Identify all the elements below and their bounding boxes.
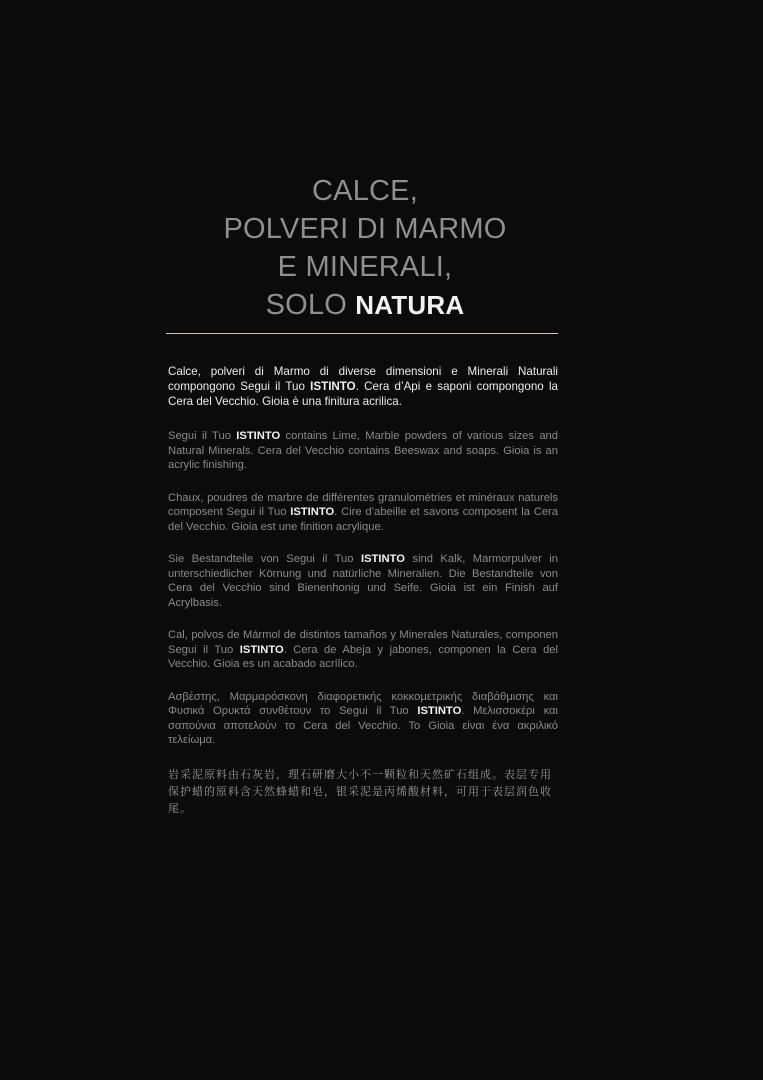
title-line-3: E MINERALI, — [277, 251, 453, 283]
brand-istinto: ISTINTO — [239, 643, 284, 656]
brand-istinto: ISTINTO — [290, 506, 335, 518]
paragraph-greek-text-a: Ασβέστης, Μαρμαρόσκονη διαφορετικής κοκκομετρικής διαβάθμισης και Φυσικά Ορυκτά συνθέτουν το Segui il Tuo — [168, 690, 558, 717]
paragraph-greek-text-b: . Μελισσοκέρι και σαπούνια αποτελούν το Cera del Vecchio. Το Gioia είναι ένα ακριλικό τελείωμα. — [168, 705, 558, 746]
paragraph-english — [168, 429, 558, 473]
brand-istinto: ISTINTO — [236, 430, 281, 442]
paragraph-italian-text-b: . Cera d’Api e saponi compongono la Cera del Vecchio. Gioia è una finitura acrilica. — [168, 380, 558, 408]
paragraph-french-text-a: Chaux, poudres de marbre de différentes granulométries et minéraux naturels composent Segui il Tuo — [168, 491, 558, 518]
paragraph-german — [168, 552, 558, 610]
paragraph-german-text-a: Sie Bestandteile von Segui il Tuo — [168, 553, 361, 565]
paragraph-spanish-text-b: . Cera de Abeja y jabones, componen la Cera del Vecchio. Gioia es un acabado acrílico. — [168, 643, 558, 670]
brand-istinto: ISTINTO — [310, 380, 356, 393]
paragraph-english-text-b: contains Lime, Marble powders of various sizes and Natural Minerals. Cera del Vecchio contains Beeswax and soaps. Gioia is an acrylic finishing. — [168, 430, 558, 471]
title-line-2: POLVERI DI MARMO — [223, 213, 507, 245]
brand-istinto: ISTINTO — [417, 705, 462, 717]
title-line-4 — [160, 286, 570, 324]
page-title — [160, 172, 570, 324]
paragraph-spanish — [168, 628, 558, 672]
title-highlight-natura: NATURA — [355, 290, 465, 320]
paragraph-english-text-a: Segui il Tuo — [168, 430, 237, 442]
paragraph-french-text-b: . Cire d’abeille et savons composent la Cera del Vecchio. Gioia est une finition acrylique. — [168, 506, 559, 533]
paragraph-italian-text-a: Calce, polveri di Marmo di diverse dimensioni e Minerali Naturali compongono Segui il Tuo — [168, 365, 558, 393]
paragraph-italian — [168, 364, 558, 409]
paragraph-greek — [168, 690, 558, 748]
paragraph-chinese: 岩采泥原料由石灰岩，理石研磨大小不一颗粒和天然矿石组成。表层专用保护蜡的原料含天然蜂蜡和皂，银采泥是丙烯酸材料，可用于表层润色收尾。 — [168, 767, 552, 815]
title-line-4-prefix: SOLO — [265, 289, 356, 321]
paragraph-spanish-text-a: Cal, polvos de Mármol de distintos tamaños y Minerales Naturales, componen Segui il Tuo — [168, 629, 558, 656]
description-body — [168, 364, 558, 835]
title-line-1: CALCE, — [312, 175, 418, 207]
paragraph-french — [168, 491, 558, 535]
brand-istinto: ISTINTO — [360, 553, 405, 565]
paragraph-german-text-b: sind Kalk, Marmorpulver in unterschiedlicher Körnung und natürliche Mineralien. Die Bestandteile von Cera del Vecchio sind Bienenhonig und Seife. Gioia ist ein Finish auf Acrylbasis. — [168, 553, 558, 609]
divider-rule — [166, 333, 558, 334]
